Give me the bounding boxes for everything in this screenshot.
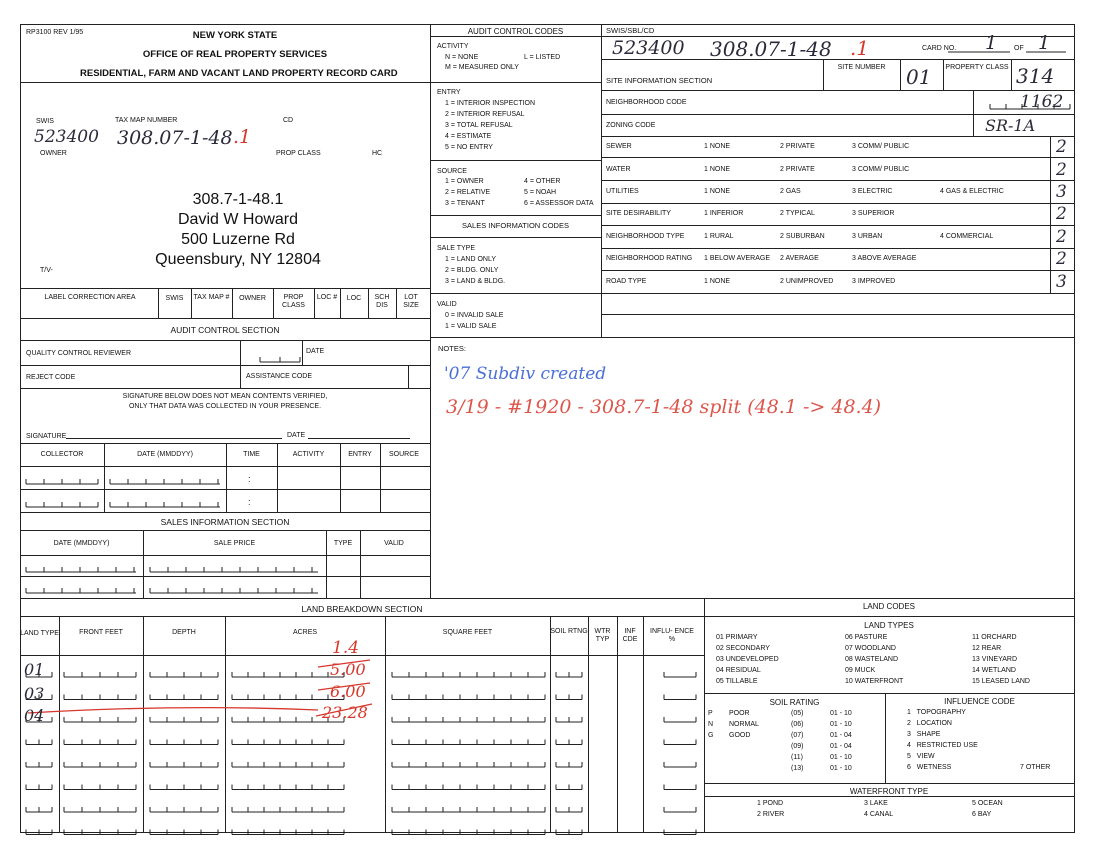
soil-range: 01 - 10 — [830, 721, 852, 728]
land-codes-title: LAND CODES — [862, 602, 915, 611]
owner-name: David W Howard — [177, 211, 299, 228]
site-row-option: 2 GAS — [780, 188, 801, 195]
soil-rating-title: SOIL RATING — [769, 698, 820, 707]
activity-measured: M = MEASURED ONLY — [445, 64, 519, 71]
waterfront-bay: 6 BAY — [972, 811, 992, 818]
site-row-option: 1 NONE — [704, 143, 731, 150]
site-row-option: 2 UNIMPROVED — [780, 278, 834, 285]
entry-2: 2 = INTERIOR REFUSAL — [445, 111, 525, 118]
land-type-item: 15 LEASED LAND — [972, 678, 1030, 685]
soil-code: (06) — [791, 721, 804, 728]
swis-label: SWIS — [36, 118, 54, 125]
land-type-item: 08 WASTELAND — [845, 656, 899, 663]
lb-col-influence: INFLU- ENCE % — [650, 628, 694, 644]
activity-none: N = NONE — [445, 54, 479, 61]
site-row-label: SEWER — [606, 143, 632, 150]
source-title: SOURCE — [437, 168, 467, 175]
card-title: RESIDENTIAL, FARM AND VACANT LAND PROPERTY RECORD CARD — [80, 68, 398, 79]
lc-col-loc-num: LOC # — [316, 294, 338, 301]
valid-0: 0 = INVALID SALE — [445, 312, 504, 319]
waterfront-canal: 4 CANAL — [864, 811, 894, 818]
lc-col-schdis: SCH DIS — [374, 294, 390, 310]
source-noah: 5 = NOAH — [524, 189, 557, 196]
lc-col-taxmap: TAX MAP # — [193, 294, 230, 301]
sale-type-2: 2 = BLDG. ONLY — [445, 267, 499, 274]
tax-map-suffix-handwritten: .1 — [233, 126, 252, 148]
valid-title: VALID — [437, 301, 457, 308]
note-subdiv-created: '07 Subdiv created — [444, 364, 607, 384]
waterfront-river: 2 RIVER — [757, 811, 785, 818]
signature-note-2: ONLY THAT DATA WAS COLLECTED IN YOUR PRESENCE. — [128, 403, 322, 410]
influence-item: 2 LOCATION — [907, 720, 952, 727]
land-type-item: 12 REAR — [972, 645, 1002, 652]
owner-address-block — [118, 190, 358, 270]
tv-label: T/V- — [40, 267, 53, 274]
lb-row1-land-type: 01 — [24, 660, 45, 679]
note-split: 3/19 - #1920 - 308.7-1-48 split (48.1 -> 48.4) — [446, 396, 882, 418]
lb-col-inf-cde: INF CDE — [622, 628, 638, 644]
land-type-item: 07 WOODLAND — [845, 645, 896, 652]
prop-class-label: PROP CLASS — [276, 150, 321, 157]
soil-code: (11) — [791, 754, 803, 761]
entry-3: 3 = TOTAL REFUSAL — [445, 122, 513, 129]
swis-sbl-label: SWIS/SBL/CD — [606, 26, 655, 35]
soil-code: (05) — [791, 710, 804, 717]
site-row-value-handwritten: 2 — [1056, 137, 1067, 157]
land-type-item: 14 WETLAND — [972, 667, 1016, 674]
col-activity: ACTIVITY — [292, 451, 325, 458]
site-row-value-handwritten: 2 — [1056, 249, 1067, 269]
entry-5: 5 = NO ENTRY — [445, 144, 493, 151]
audit-control-codes-title: AUDIT CONTROL CODES — [467, 27, 564, 36]
cd-label: CD — [283, 117, 294, 124]
site-row-option: 3 COMM/ PUBLIC — [852, 166, 910, 173]
land-type-item: 10 WATERFRONT — [845, 678, 904, 685]
zoning-code-value: SR-1A — [985, 116, 1036, 135]
site-row-option: 2 SUBURBAN — [780, 233, 825, 240]
site-row-option: 3 URBAN — [852, 233, 883, 240]
sales-col-date: DATE (MMDDYY) — [53, 540, 110, 547]
owner-street: 500 Luzerne Rd — [181, 231, 295, 248]
influence-item: 5 VIEW — [907, 753, 935, 760]
site-row-option: 1 NONE — [704, 188, 731, 195]
waterfront-lake: 3 LAKE — [864, 800, 888, 807]
owner-parcel-id: 308.7-1-48.1 — [192, 191, 284, 208]
soil-code: (13) — [791, 765, 804, 772]
activity-listed: L = LISTED — [524, 54, 561, 61]
site-row-option: 3 IMPROVED — [852, 278, 896, 285]
col-time: TIME — [243, 451, 260, 458]
lb-col-square-feet: SQUARE FEET — [442, 629, 493, 636]
qc-reviewer-label: QUALITY CONTROL REVIEWER — [26, 350, 132, 357]
lc-col-loc: LOC — [346, 295, 362, 302]
sales-info-codes-title: SALES INFORMATION CODES — [462, 221, 569, 230]
activity-title: ACTIVITY — [437, 43, 469, 50]
land-type-item: 03 UNDEVELOPED — [716, 656, 779, 663]
land-type-item: 02 SECONDARY — [716, 645, 770, 652]
swis-handwritten: 523400 — [34, 127, 99, 147]
soil-range: 01 - 10 — [830, 765, 852, 772]
waterfront-pond: 1 POND — [757, 800, 784, 807]
neighborhood-code-label: NEIGHBORHOOD CODE — [606, 99, 687, 106]
site-row-label: UTILITIES — [606, 188, 639, 195]
owner-city: Queensbury, NY 12804 — [155, 251, 321, 268]
lb-col-wtr-typ: WTR TYP — [594, 628, 611, 644]
site-row-option: 2 PRIVATE — [780, 166, 815, 173]
sales-info-section-title: SALES INFORMATION SECTION — [160, 517, 290, 527]
site-row-option: 1 INFERIOR — [704, 210, 744, 217]
card-no-label: CARD NO. — [922, 45, 957, 52]
soil-code: (07) — [791, 732, 804, 739]
site-row-option: 3 COMM/ PUBLIC — [852, 143, 910, 150]
influence-code-title: INFLUENCE CODE — [944, 697, 1015, 706]
site-row-option: 4 GAS & ELECTRIC — [940, 188, 1004, 195]
zoning-code-label: ZONING CODE — [606, 122, 656, 129]
of-value: 1 — [1038, 32, 1051, 54]
label-correction-area: LABEL CORRECTION AREA — [44, 294, 136, 301]
land-type-item: 04 RESIDUAL — [716, 667, 761, 674]
site-row-option: 2 PRIVATE — [780, 143, 815, 150]
audit-control-section-title: AUDIT CONTROL SECTION — [170, 325, 280, 335]
soil-name: GOOD — [729, 732, 751, 739]
site-row-value-handwritten: 2 — [1056, 227, 1067, 247]
col-source: SOURCE — [389, 451, 419, 458]
sales-col-valid: VALID — [384, 540, 404, 547]
source-tenant: 3 = TENANT — [445, 200, 485, 207]
form-code: RP3100 REV 1/95 — [26, 29, 84, 36]
tax-map-handwritten: 308.07-1-48 — [117, 127, 233, 149]
site-row-label: NEIGHBORHOOD TYPE — [606, 233, 685, 240]
entry-1: 1 = INTERIOR INSPECTION — [445, 100, 536, 107]
site-number-value: 01 — [906, 65, 932, 89]
lb-row3-land-type: 04 — [24, 706, 45, 725]
signature-note-1: SIGNATURE BELOW DOES NOT MEAN CONTENTS VERIFIED, — [122, 393, 328, 400]
site-info-title: SITE INFORMATION SECTION — [606, 76, 713, 85]
site-row-option: 3 ABOVE AVERAGE — [852, 255, 917, 262]
state-title: NEW YORK STATE — [192, 30, 278, 41]
site-row-option: 1 BELOW AVERAGE — [704, 255, 771, 262]
lb-col-depth: DEPTH — [172, 629, 196, 636]
site-row-value-handwritten: 2 — [1056, 160, 1067, 180]
lc-col-propclass: PROP CLASS — [282, 294, 305, 310]
land-type-item: 09 MUCK — [845, 667, 876, 674]
site-row-option: 2 TYPICAL — [780, 210, 815, 217]
of-label: OF — [1014, 45, 1024, 52]
site-row-label: NEIGHBORHOOD RATING — [606, 255, 693, 262]
site-row-value-handwritten: 3 — [1056, 272, 1067, 292]
land-type-item: 05 TILLABLE — [716, 678, 758, 685]
property-class-value: 314 — [1016, 64, 1055, 88]
neighborhood-code-value: 1162 — [1020, 92, 1064, 112]
col-date-mmddyy: DATE (MMDDYY) — [137, 451, 193, 458]
land-type-item: 13 VINEYARD — [972, 656, 1017, 663]
qc-date-label: DATE — [306, 348, 325, 355]
col-entry: ENTRY — [348, 451, 372, 458]
influence-item: 3 SHAPE — [907, 731, 941, 738]
sales-col-price: SALE PRICE — [213, 540, 256, 547]
waterfront-type-title: WATERFRONT TYPE — [849, 787, 929, 796]
time-colon-1: : — [248, 474, 251, 484]
sale-type-title: SALE TYPE — [437, 245, 476, 252]
soil-code: (09) — [791, 743, 804, 750]
lb-row1-acres: 5.00 — [330, 660, 366, 679]
site-row-option: 3 ELECTRIC — [852, 188, 893, 195]
site-row-option: 3 SUPERIOR — [852, 210, 895, 217]
sales-col-type: TYPE — [333, 540, 353, 547]
time-colon-2: : — [248, 497, 251, 507]
soil-range: 01 - 10 — [830, 710, 852, 717]
site-row-option: 2 AVERAGE — [780, 255, 819, 262]
influence-item: 4 RESTRICTED USE — [907, 742, 978, 749]
soil-range: 01 - 04 — [830, 732, 852, 739]
influence-item: 1 TOPOGRAPHY — [907, 709, 966, 716]
notes-label: NOTES: — [438, 344, 466, 353]
lc-col-lotsize: LOT SIZE — [403, 294, 419, 310]
site-row-option: 1 NONE — [704, 166, 731, 173]
entry-title: ENTRY — [437, 89, 461, 96]
swis-sbl-swis-handwritten: 523400 — [612, 37, 685, 59]
card-no-underlines — [948, 50, 1068, 54]
soil-range: 01 - 10 — [830, 754, 852, 761]
soil-name: NORMAL — [729, 721, 759, 728]
assistance-code-label: ASSISTANCE CODE — [246, 373, 312, 380]
lb-row2-land-type: 03 — [24, 684, 45, 703]
lc-col-swis: SWIS — [165, 295, 184, 302]
sale-type-3: 3 = LAND & BLDG. — [445, 278, 506, 285]
hc-label: HC — [372, 150, 383, 157]
source-assessor: 6 = ASSESSOR DATA — [524, 200, 594, 207]
site-number-label: SITE NUMBER — [837, 64, 886, 71]
site-row-option: 1 RURAL — [704, 233, 734, 240]
source-relative: 2 = RELATIVE — [445, 189, 491, 196]
site-row-value-handwritten: 2 — [1056, 204, 1067, 224]
lb-col-soil-rtng: SOIL RTNG — [550, 628, 588, 635]
signature-label: SIGNATURE — [26, 433, 67, 440]
soil-key: P — [708, 710, 713, 717]
sale-type-1: 1 = LAND ONLY — [445, 256, 497, 263]
soil-range: 01 - 04 — [830, 743, 852, 750]
influence-other: 7 OTHER — [1020, 764, 1051, 771]
signature-date-label: DATE — [287, 432, 306, 439]
card-no-value: 1 — [985, 32, 998, 54]
lb-col-acres: ACRES — [292, 629, 318, 636]
source-other: 4 = OTHER — [524, 178, 561, 185]
site-row-label: ROAD TYPE — [606, 278, 647, 285]
soil-key: N — [708, 721, 714, 728]
lb-col-front-feet: FRONT FEET — [79, 629, 123, 636]
site-row-option: 4 COMMERCIAL — [940, 233, 994, 240]
land-types-title: LAND TYPES — [864, 621, 914, 630]
lc-col-owner: OWNER — [239, 295, 266, 302]
source-owner: 1 = OWNER — [445, 178, 484, 185]
site-row-value-handwritten: 3 — [1056, 182, 1067, 202]
land-type-item: 01 PRIMARY — [716, 634, 758, 641]
office-title: OFFICE OF REAL PROPERTY SERVICES — [142, 49, 328, 60]
property-class-label: PROPERTY CLASS — [945, 64, 1009, 71]
lb-row3-acres: 23.28 — [322, 703, 368, 722]
swis-sbl-suffix-handwritten: .1 — [850, 36, 870, 60]
entry-4: 4 = ESTIMATE — [445, 133, 492, 140]
reject-code-label: REJECT CODE — [26, 374, 76, 381]
lb-col-land-type: LAND TYPE — [20, 630, 59, 637]
land-type-item: 11 ORCHARD — [972, 634, 1017, 641]
lb-row1-acres-note: 1.4 — [332, 638, 360, 658]
land-breakdown-title: LAND BREAKDOWN SECTION — [301, 604, 423, 614]
waterfront-ocean: 5 OCEAN — [972, 800, 1003, 807]
site-row-label: WATER — [606, 166, 631, 173]
swis-sbl-number-handwritten: 308.07-1-48 — [710, 37, 832, 61]
land-type-item: 06 PASTURE — [845, 634, 888, 641]
site-row-option: 1 NONE — [704, 278, 731, 285]
site-row-label: SITE DESIRABILITY — [606, 210, 671, 217]
col-collector: COLLECTOR — [40, 451, 84, 458]
lb-row2-acres: 6.00 — [330, 682, 366, 701]
soil-key: G — [708, 732, 714, 739]
soil-name: POOR — [729, 710, 750, 717]
valid-1: 1 = VALID SALE — [445, 323, 497, 330]
owner-label: OWNER — [40, 150, 67, 157]
influence-item: 6 WETNESS — [907, 764, 952, 771]
tax-map-label: TAX MAP NUMBER — [115, 117, 178, 124]
